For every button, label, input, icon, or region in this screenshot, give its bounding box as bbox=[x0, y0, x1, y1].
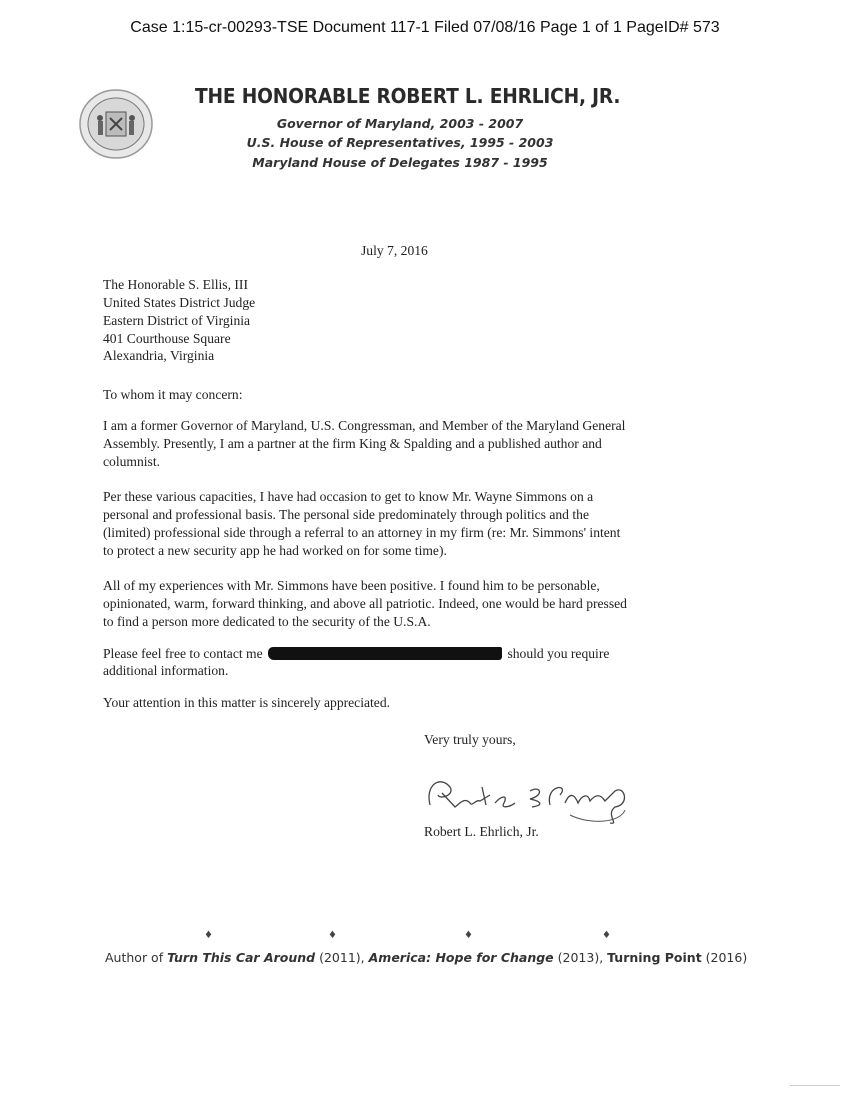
letterhead-title: Governor of Maryland, 2003 - 2007 bbox=[276, 116, 524, 131]
book-title: America: Hope for Change bbox=[368, 950, 554, 965]
bullet-icon: ♦ bbox=[328, 930, 337, 941]
paragraph-line: to protect a new security app he had worked on for some time). bbox=[103, 543, 447, 558]
book-title: Turning Point bbox=[607, 950, 702, 965]
paragraph-line: I am a former Governor of Maryland, U.S. Congressman, and Member of the Maryland General bbox=[103, 418, 626, 433]
footer-text: (2016) bbox=[701, 950, 748, 965]
contact-text: Please feel free to contact me bbox=[103, 646, 263, 661]
footer-text: (2013), bbox=[553, 950, 608, 965]
letterhead-name: THE HONORABLE ROBERT L. EHRLICH, JR. bbox=[195, 84, 621, 108]
handwritten-signature bbox=[420, 765, 650, 825]
court-filing-header: Case 1:15-cr-00293-TSE Document 117-1 Filed 07/08/16 Page 1 of 1 PageID# 573 bbox=[130, 19, 720, 36]
closing-paragraph: Your attention in this matter is sincerely appreciated. bbox=[103, 695, 391, 710]
paragraph-line: to find a person more dedicated to the security of the U.S.A. bbox=[103, 614, 431, 629]
footer-text: Author of bbox=[105, 950, 168, 965]
closing: Very truly yours, bbox=[424, 732, 516, 747]
book-title: Turn This Car Around bbox=[167, 950, 316, 965]
signature-name: Robert L. Ehrlich, Jr. bbox=[424, 824, 539, 839]
author-footer bbox=[105, 950, 747, 965]
paragraph-line: Assembly. Presently, I am a partner at the firm King & Spalding and a published author and bbox=[103, 436, 602, 451]
letter-date: July 7, 2016 bbox=[361, 243, 428, 258]
paragraph-line: personal and professional basis. The personal side predominately through politics and the bbox=[103, 507, 589, 522]
recipient-line: United States District Judge bbox=[103, 295, 256, 310]
footer-text: (2011), bbox=[315, 950, 369, 965]
paragraph-line: Per these various capacities, I have had occasion to get to know Mr. Wayne Simmons on a bbox=[103, 489, 594, 504]
letterhead-title: U.S. House of Representatives, 1995 - 2003 bbox=[246, 135, 554, 150]
recipient-line: 401 Courthouse Square bbox=[103, 331, 231, 346]
paragraph-line: opinionated, warm, forward thinking, and above all patriotic. Indeed, one would be hard pressed bbox=[103, 596, 627, 611]
salutation: To whom it may concern: bbox=[103, 387, 243, 402]
bullet-icon: ♦ bbox=[204, 930, 213, 941]
recipient-line: Alexandria, Virginia bbox=[103, 348, 215, 363]
contact-line: additional information. bbox=[103, 663, 229, 678]
recipient-line: Eastern District of Virginia bbox=[103, 313, 251, 328]
paragraph-line: (limited) professional side through a referral to an attorney in my firm (re: Mr. Simmons' intent bbox=[103, 525, 621, 540]
redaction-bar bbox=[268, 647, 502, 660]
bullet-icon: ♦ bbox=[602, 930, 611, 941]
contact-text: should you require bbox=[507, 646, 610, 661]
contact-line bbox=[103, 646, 609, 662]
bullet-icon: ♦ bbox=[464, 930, 473, 941]
scan-artifact-line bbox=[790, 1085, 840, 1086]
recipient-line: The Honorable S. Ellis, III bbox=[103, 277, 248, 292]
letterhead-title: Maryland House of Delegates 1987 - 1995 bbox=[252, 155, 548, 170]
paragraph-line: All of my experiences with Mr. Simmons have been positive. I found him to be personable, bbox=[103, 578, 600, 593]
paragraph-line: columnist. bbox=[103, 454, 161, 469]
